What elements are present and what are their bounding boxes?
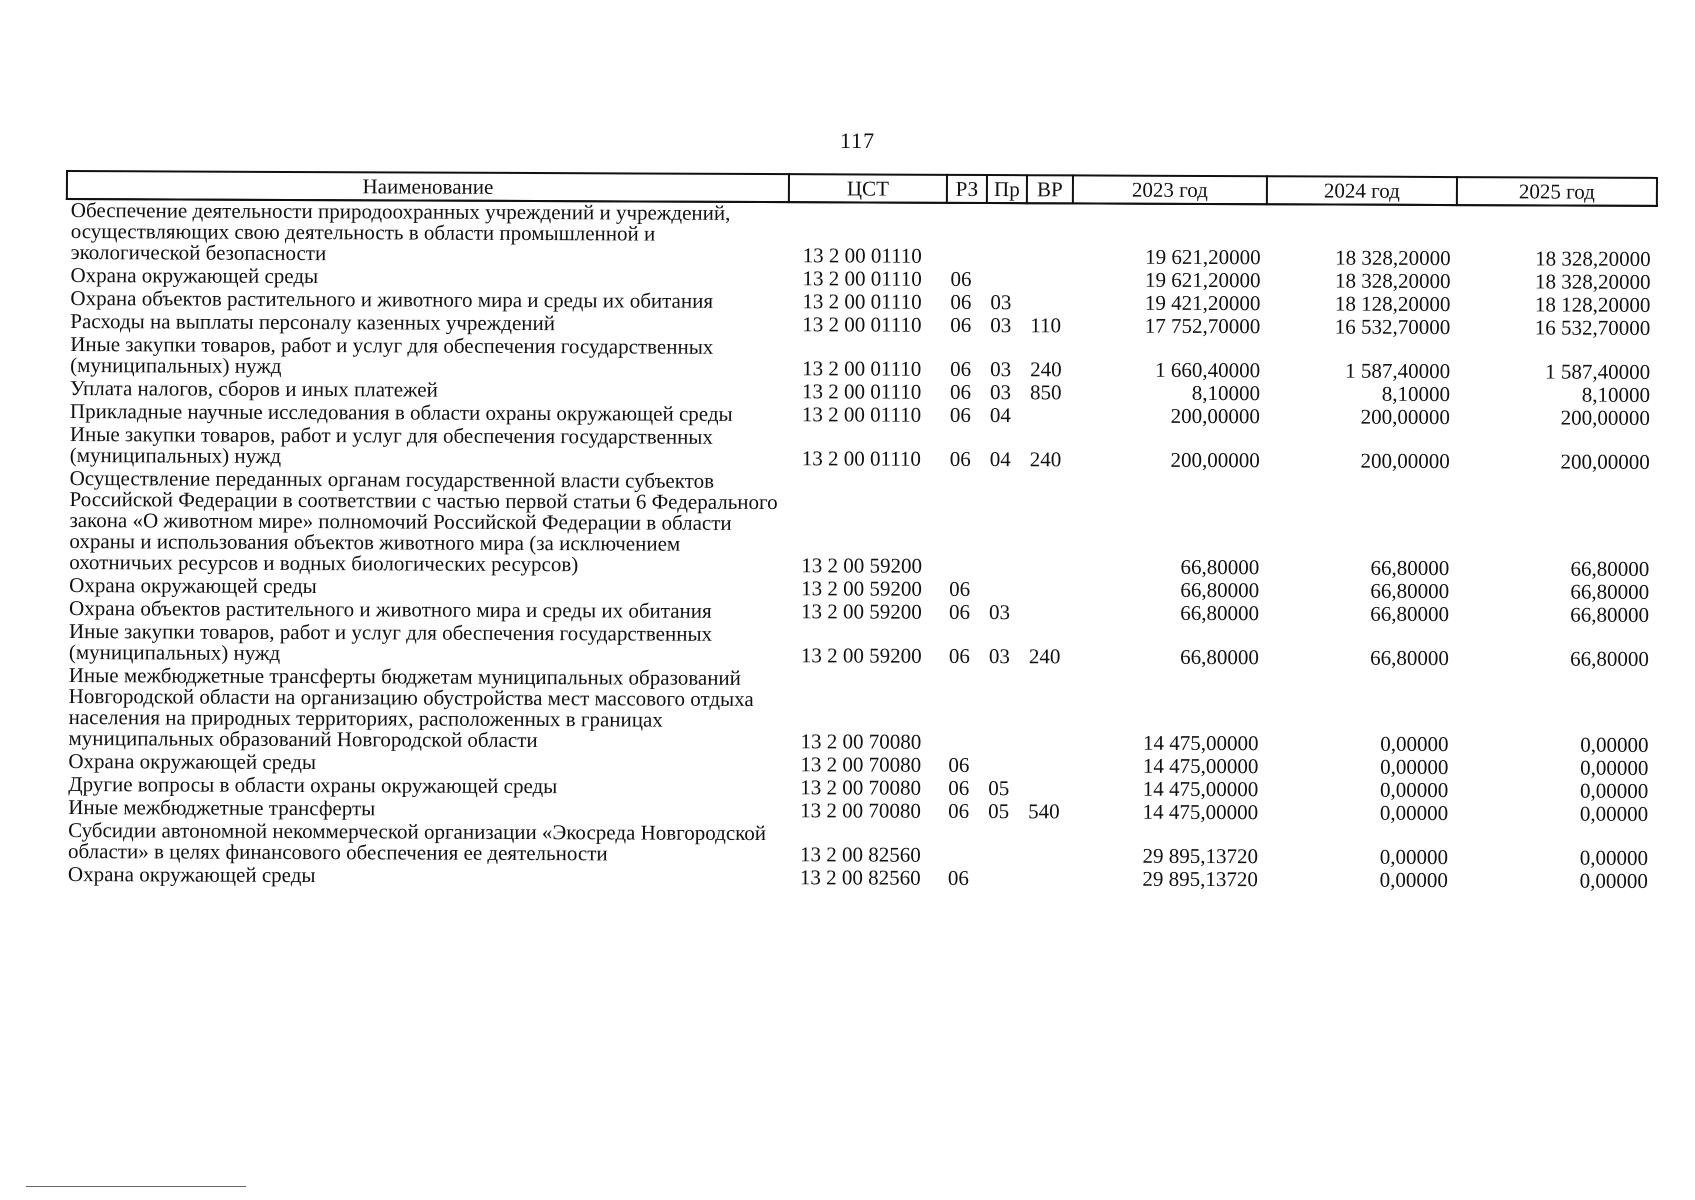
row-name: Иные межбюджетные трансферты [68, 795, 376, 821]
row-cst: 13 2 00 01110 [801, 402, 922, 427]
row-2024-value: 0,00000 [1379, 844, 1449, 870]
row-rz [947, 203, 987, 269]
row-rz: 06 [950, 356, 972, 381]
row-vr [1026, 269, 1072, 292]
row-vr [1026, 405, 1072, 428]
row-cst: 13 2 00 01110 [802, 289, 922, 314]
row-2024-value: 18 128,20000 [1334, 291, 1451, 317]
table-body [64, 199, 1657, 894]
row-2025-value: 0,00000 [1580, 755, 1649, 780]
row-name: Иные закупки товаров, работ и услуг для обеспечения государственных (муниципальных) нужд [69, 422, 714, 468]
row-2024-value: 18 328,20000 [1334, 268, 1451, 294]
header-name: Наименование [67, 171, 789, 202]
row-pr [984, 868, 1024, 891]
row-2024-value: 0,00000 [1379, 800, 1449, 826]
row-2025-value: 0,00000 [1580, 778, 1649, 803]
row-name: Прикладные научные исследования в области охраны окружающей среды [69, 399, 733, 426]
table-row [64, 864, 1654, 894]
row-name: Иные закупки товаров, работ и услуг для обеспечения государственных (муниципальных) нужд [70, 332, 714, 378]
row-2025-value: 18 328,20000 [1534, 269, 1651, 294]
row-2025-value: 0,00000 [1579, 868, 1648, 893]
row-cst: 13 2 00 70080 [800, 752, 922, 777]
row-2023-value: 14 475,00000 [1142, 730, 1259, 756]
row-rz: 06 [949, 599, 971, 624]
budget-table [63, 170, 1658, 894]
row-2025-value: 0,00000 [1579, 801, 1649, 826]
row-rz: 06 [950, 289, 972, 314]
row-name: Другие вопросы в области охраны окружающей среды [68, 772, 558, 799]
row-2024-value: 0,00000 [1380, 754, 1449, 780]
row-vr: 540 [1028, 799, 1060, 824]
row-vr: 110 [1030, 313, 1062, 338]
row-2023-value: 29 895,13720 [1142, 843, 1259, 869]
row-rz [945, 472, 985, 579]
row-rz: 06 [949, 576, 971, 601]
row-2023-value: 8,10000 [1191, 380, 1261, 406]
header-rz: РЗ [947, 175, 987, 203]
header-pr: Пр [987, 175, 1027, 203]
row-pr [985, 579, 1025, 602]
row-2023-value: 66,80000 [1180, 577, 1260, 603]
row-2025-value: 18 128,20000 [1534, 292, 1651, 317]
row-2024-value: 18 328,20000 [1335, 245, 1451, 271]
row-2023-value: 200,00000 [1170, 447, 1260, 473]
row-pr [987, 203, 1027, 269]
row-rz: 06 [948, 752, 970, 777]
row-name: Уплата налогов, сборов и иных платежей [69, 376, 438, 402]
row-2024-value: 200,00000 [1360, 404, 1450, 430]
row-2023-value: 19 621,20000 [1145, 244, 1261, 270]
row-vr [1025, 579, 1071, 602]
row-cst: 13 2 00 70080 [800, 798, 922, 823]
row-cst: 13 2 00 01110 [802, 243, 922, 268]
row-pr: 03 [989, 380, 1012, 405]
row-pr [984, 755, 1024, 778]
row-name: Осуществление переданных органам государственной власти субъектов Российской Федерации в соответствии с частью первой статьи 6 Федерального закона «О животном мире» полномочий Российской Федерации в области охраны и использования объектов животного мира (за исключением охотничьих ресурсов и водных биологических ресурсов) [69, 466, 778, 577]
row-pr: 03 [989, 600, 1011, 625]
row-vr [1024, 669, 1070, 755]
row-vr: 240 [1030, 357, 1062, 382]
row-pr [985, 472, 1025, 579]
row-rz: 06 [950, 312, 972, 337]
row-cst: 13 2 00 01110 [801, 379, 922, 404]
row-cst: 13 2 00 01110 [802, 312, 922, 337]
header-2025: 2025 год [1457, 177, 1657, 206]
row-2025-value: 66,80000 [1570, 602, 1650, 627]
row-2025-value: 200,00000 [1560, 449, 1650, 474]
row-cst: 13 2 00 59200 [801, 576, 922, 601]
row-vr [1025, 602, 1071, 625]
row-rz: 06 [948, 643, 970, 668]
row-rz [944, 824, 984, 868]
row-cst: 13 2 00 01110 [802, 266, 922, 291]
row-cst: 13 2 00 59200 [801, 553, 923, 578]
row-2023-value: 29 895,13720 [1142, 866, 1258, 892]
row-pr: 03 [990, 313, 1012, 338]
row-vr: 240 [1028, 644, 1061, 669]
row-2023-value: 14 475,00000 [1142, 753, 1259, 779]
row-cst: 13 2 00 01110 [802, 356, 922, 381]
row-name: Охрана окружающей среды [67, 862, 316, 888]
row-pr: 04 [989, 403, 1011, 428]
row-rz: 06 [950, 266, 972, 291]
table-row [65, 468, 1655, 582]
row-name: Охрана окружающей среды [69, 573, 317, 599]
table-row [64, 665, 1654, 758]
row-pr: 03 [988, 644, 1010, 669]
row-pr: 05 [988, 776, 1010, 801]
row-name: Охрана окружающей среды [68, 749, 317, 775]
row-cst: 13 2 00 59200 [800, 643, 922, 668]
row-rz: 06 [949, 446, 971, 471]
row-name: Охрана объектов растительного и животного мира и среды их обитания [69, 596, 712, 623]
row-cst: 13 2 00 82560 [799, 842, 921, 867]
row-2025-value: 66,80000 [1570, 579, 1650, 604]
row-2025-value: 0,00000 [1580, 732, 1649, 757]
header-2024: 2024 год [1267, 176, 1457, 205]
row-rz [944, 669, 984, 755]
row-pr: 05 [988, 799, 1010, 824]
row-name: Субсидии автономной некоммерческой организации «Экосреда Новгородской области» в целях финансового обеспечения ее деятельности [67, 818, 767, 866]
row-2024-value: 66,80000 [1370, 555, 1450, 581]
row-2024-value: 66,80000 [1370, 645, 1449, 671]
row-2025-value: 1 587,40000 [1545, 359, 1651, 384]
row-2023-value: 1 660,40000 [1155, 357, 1261, 383]
row-2025-value: 0,00000 [1579, 845, 1649, 870]
row-2025-value: 16 532,70000 [1534, 315, 1651, 340]
row-vr: 240 [1029, 447, 1062, 472]
row-2023-value: 200,00000 [1170, 403, 1260, 429]
row-name: Охрана объектов растительного и животного мира и среды их обитания [70, 286, 714, 313]
footer-rule [26, 1186, 246, 1187]
row-rz: 06 [948, 798, 970, 823]
row-cst: 13 2 00 01110 [801, 446, 922, 471]
row-name: Обеспечение деятельности природоохранных учреждений и учреждений, осуществляющих свою деятельность в области промышленной и экологической безопасности [70, 198, 731, 266]
row-2023-value: 17 752,70000 [1144, 313, 1261, 339]
row-name: Иные закупки товаров, работ и услуг для обеспечения государственных (муниципальных) нужд [68, 619, 713, 665]
row-cst: 13 2 00 82560 [799, 865, 921, 890]
page-number: 117 [840, 128, 876, 153]
row-2024-value: 8,10000 [1381, 381, 1451, 407]
row-cst: 13 2 00 59200 [801, 599, 922, 624]
row-name: Иные межбюджетные трансферты бюджетам муниципальных образований Новгородской области на организацию обустройства мест массового отдыха населения на природных территориях, расположенных в границах муниципальных образований Новгородской области [68, 663, 754, 753]
row-pr: 04 [989, 447, 1011, 472]
row-2023-value: 66,80000 [1180, 600, 1260, 626]
row-pr: 03 [990, 290, 1012, 315]
row-pr [986, 269, 1026, 292]
row-2023-value: 19 621,20000 [1144, 267, 1261, 293]
row-2024-value: 66,80000 [1370, 578, 1450, 604]
row-pr [984, 669, 1024, 755]
row-2024-value: 200,00000 [1360, 448, 1450, 474]
row-2025-value: 66,80000 [1570, 646, 1649, 671]
row-2024-value: 0,00000 [1380, 777, 1449, 803]
row-cst: 13 2 00 70080 [800, 729, 922, 754]
row-vr [1024, 778, 1070, 801]
row-vr [1024, 824, 1070, 868]
row-rz: 06 [949, 379, 972, 404]
row-rz: 06 [948, 775, 970, 800]
table-row [67, 199, 1657, 272]
row-vr [1024, 868, 1070, 891]
header-2023: 2023 год [1073, 175, 1267, 204]
row-2025-value: 8,10000 [1581, 382, 1651, 407]
row-rz: 06 [949, 402, 971, 427]
row-rz: 06 [947, 865, 969, 890]
header-vr: ВР [1027, 175, 1073, 203]
row-2023-value: 66,80000 [1180, 554, 1260, 580]
row-2024-value: 66,80000 [1370, 601, 1450, 627]
row-vr [1024, 755, 1070, 778]
row-vr: 850 [1029, 380, 1062, 405]
row-2023-value: 19 421,20000 [1144, 290, 1261, 316]
row-2024-value: 1 587,40000 [1345, 358, 1451, 384]
row-vr [1025, 472, 1071, 579]
row-pr [984, 824, 1024, 868]
row-name: Расходы на выплаты персоналу казенных учреждений [70, 309, 556, 336]
row-2025-value: 66,80000 [1570, 556, 1650, 581]
row-2023-value: 66,80000 [1180, 644, 1259, 670]
row-name: Охрана окружающей среды [70, 263, 319, 289]
row-cst: 13 2 00 70080 [800, 775, 922, 800]
row-2024-value: 0,00000 [1379, 867, 1448, 893]
row-2023-value: 14 475,00000 [1142, 776, 1259, 802]
row-2025-value: 200,00000 [1560, 405, 1650, 430]
row-2024-value: 16 532,70000 [1334, 314, 1451, 340]
row-2024-value: 0,00000 [1380, 731, 1449, 757]
row-vr [1026, 292, 1072, 315]
row-pr: 03 [990, 357, 1012, 382]
row-vr [1027, 203, 1073, 269]
row-2025-value: 18 328,20000 [1535, 246, 1651, 271]
row-2023-value: 14 475,00000 [1142, 799, 1259, 825]
header-cst: ЦСТ [789, 174, 947, 203]
